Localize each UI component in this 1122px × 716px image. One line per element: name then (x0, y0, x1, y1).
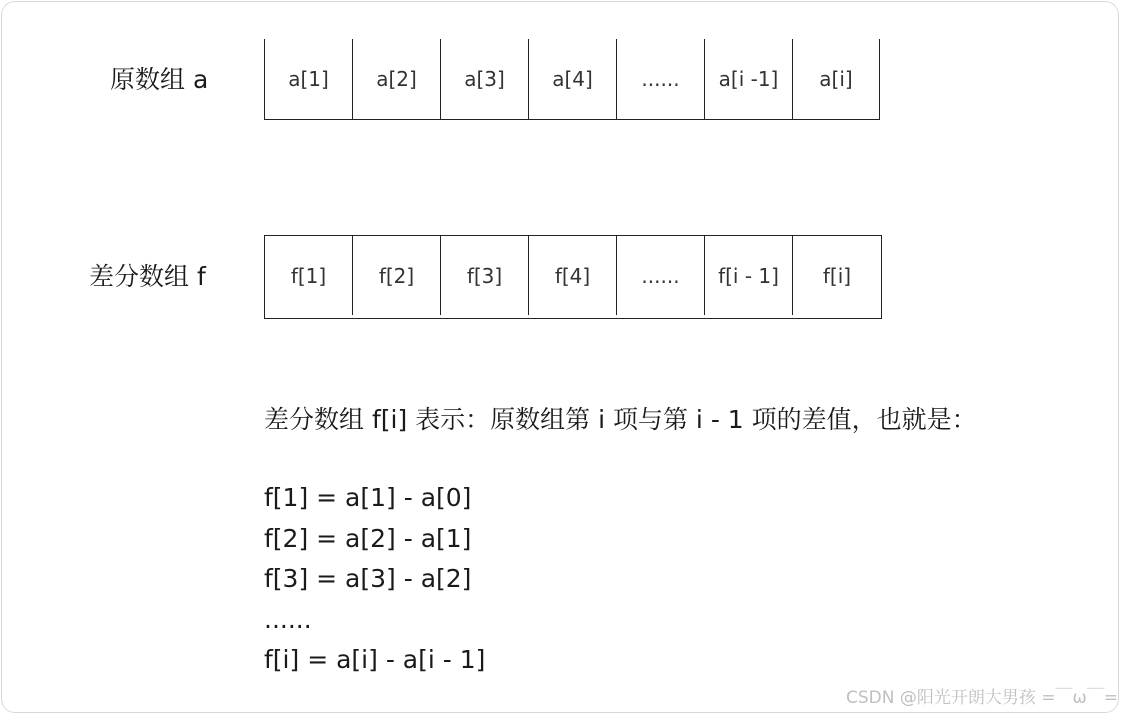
formula-line: f[i] = a[i] - a[i - 1] (264, 645, 486, 674)
watermark: CSDN @阳光开朗大男孩 =￣ω￣= (846, 688, 1118, 708)
array-f-label: 差分数组 f (89, 262, 206, 291)
array-a-cell-1: a[1] (264, 39, 352, 119)
array-f-cell-i: f[i] (822, 263, 852, 288)
formula-line: ...... (264, 604, 312, 634)
array-a-cell-i-minus-1: a[i -1] (704, 39, 792, 119)
formula-line: f[1] = a[1] - a[0] (264, 483, 472, 512)
array-f-cell-ellipsis: ...... (617, 236, 705, 315)
array-a-cell-2: a[2] (352, 39, 440, 119)
array-f-cell-i-minus-1: f[i - 1] (705, 236, 793, 315)
array-f-cell-3: f[3] (441, 236, 529, 315)
array-f-cell-1: f[1] (265, 236, 353, 315)
array-a-label: 原数组 a (110, 65, 209, 94)
array-a-cell-ellipsis: ...... (616, 39, 704, 119)
array-a (264, 39, 880, 120)
formula-list (264, 478, 485, 681)
formula-line: f[2] = a[2] - a[1] (264, 523, 472, 553)
array-a-cell-4: a[4] (528, 39, 616, 119)
array-f-cell-4: f[4] (529, 236, 617, 315)
formula-line: f[3] = a[3] - a[2] (264, 564, 472, 593)
array-f-cell-2: f[2] (353, 236, 441, 315)
array-a-cell-i: a[i] (792, 39, 880, 119)
array-a-cell-3: a[3] (440, 39, 528, 119)
array-f (264, 235, 882, 319)
description-text: 差分数组 f[i] 表示：原数组第 i 项与第 i - 1 项的差值，也就是： (264, 405, 977, 434)
